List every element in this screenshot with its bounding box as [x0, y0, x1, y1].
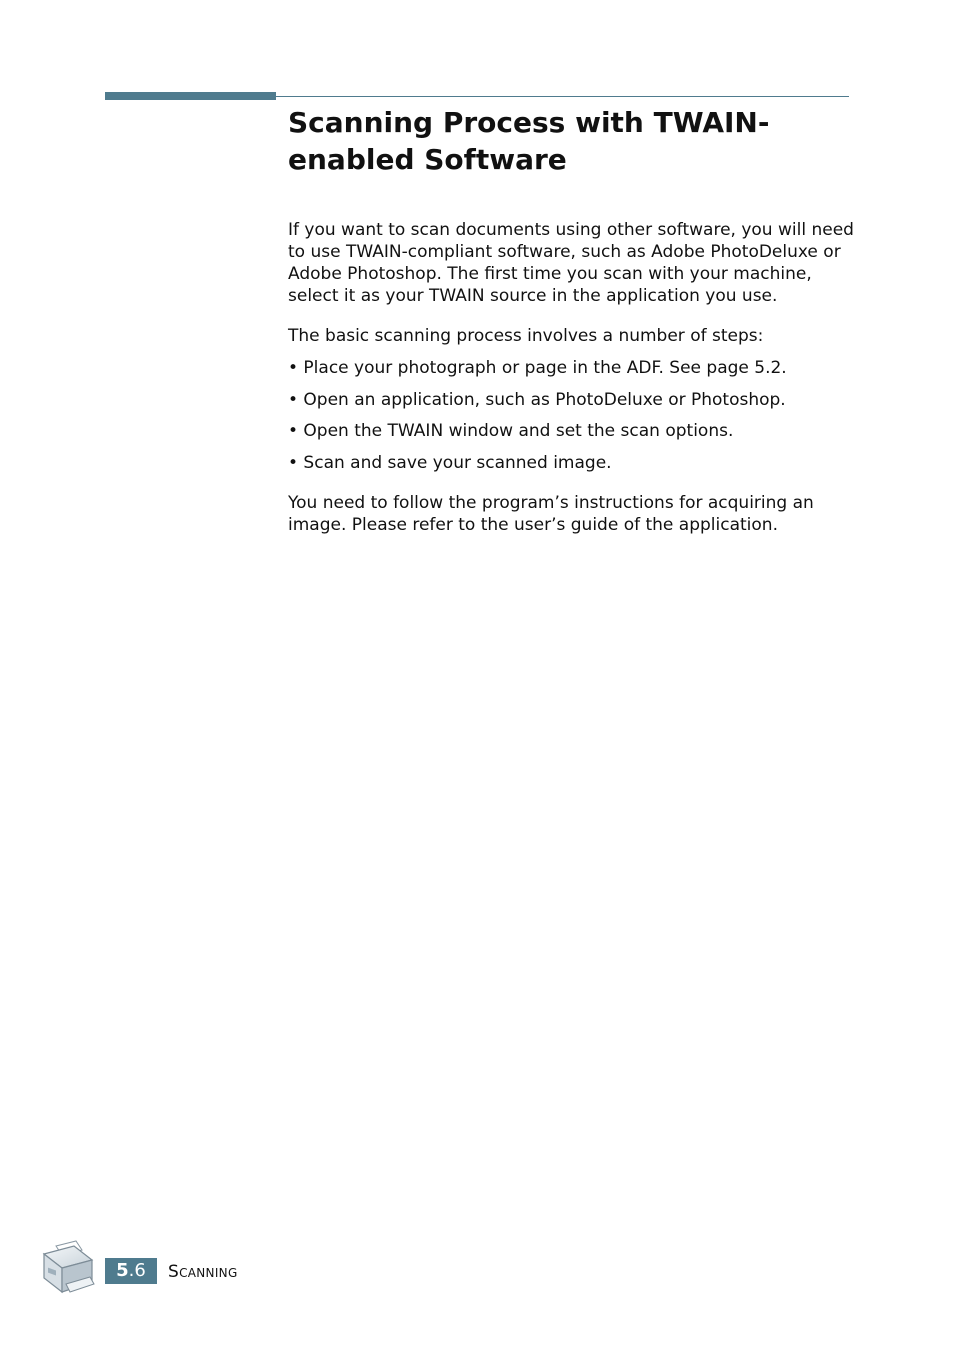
main-content — [288, 219, 854, 536]
chapter-number: 5 — [116, 1260, 129, 1281]
list-item: • Place your photograph or page in the ADF. See page 5.2. — [288, 358, 787, 378]
header-rule-thick — [105, 92, 276, 100]
intro-paragraph: If you want to scan documents using other software, you will need to use TWAIN-compliant software, such as Adobe PhotoDeluxe or Adobe Photoshop. The first time you scan with your machine, select it as your TWAIN source in the application you use. — [288, 220, 854, 306]
page-number-badge — [105, 1258, 157, 1284]
page-title-line1: Scanning Process with TWAIN- — [288, 106, 770, 139]
steps-intro-paragraph: The basic scanning process involves a number of steps: — [288, 326, 764, 346]
printer-icon — [38, 1238, 98, 1300]
page-title-line2: enabled Software — [288, 143, 567, 176]
page-title — [288, 104, 848, 178]
list-item: • Scan and save your scanned image. — [288, 452, 612, 473]
list-item: • Open the TWAIN window and set the scan options. — [288, 421, 734, 441]
page-footer — [38, 1238, 338, 1302]
page-number: .6 — [128, 1260, 146, 1281]
section-name: Scanning — [168, 1262, 238, 1282]
header-rule-thin — [276, 96, 849, 97]
closing-paragraph: You need to follow the program’s instructions for acquiring an image. Please refer to the user’s guide of the application. — [288, 492, 814, 535]
list-item: • Open an application, such as PhotoDeluxe or Photoshop. — [288, 389, 786, 410]
steps-list — [288, 357, 854, 474]
